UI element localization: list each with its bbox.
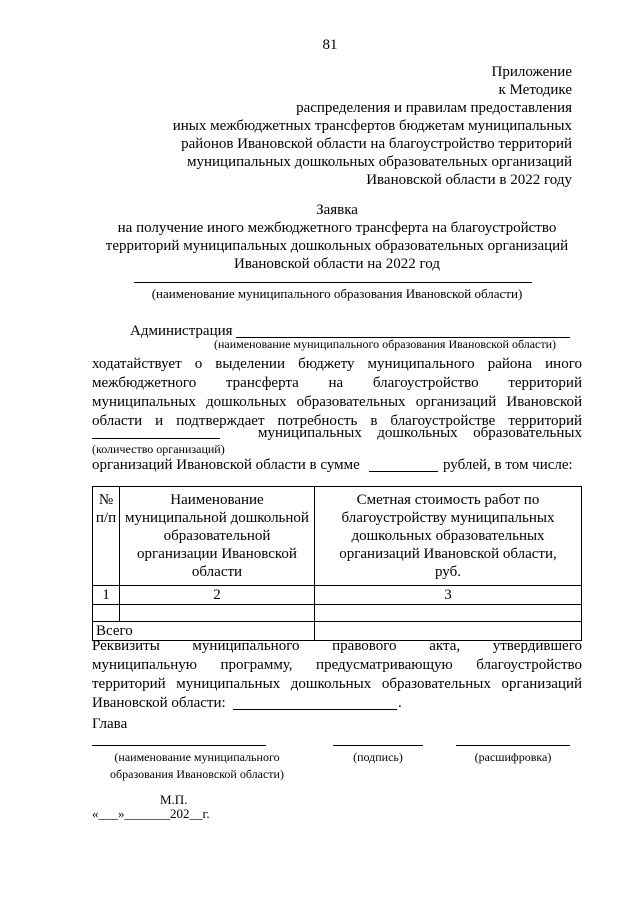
col-number: 1 bbox=[93, 586, 120, 605]
org-count-line[interactable] bbox=[92, 438, 220, 439]
appendix-line: районов Ивановской области на благоустройство территорий bbox=[181, 136, 572, 152]
body-line: ходатайствует о выделении бюджету муниципального района иного bbox=[92, 356, 582, 372]
page-number: 81 bbox=[322, 37, 338, 53]
appendix-line: иных межбюджетных трансфертов бюджетам муниципальных bbox=[172, 118, 572, 134]
requisites-line: территорий муниципальных дошкольных образовательных организаций bbox=[92, 676, 582, 692]
body-line: области и подтверждает потребность в благоустройстве территорий bbox=[92, 413, 582, 429]
admin-label: Администрация bbox=[130, 323, 233, 339]
body-line: муниципальных дошкольных образовательных организаций Ивановской bbox=[92, 394, 582, 410]
requisites-line: муниципальную программу, предусматривающую благоустройство bbox=[92, 657, 582, 673]
appendix-line: Ивановской области в 2022 году bbox=[366, 172, 572, 188]
appendix-line: муниципальных дошкольных образовательных организаций bbox=[187, 154, 572, 170]
requisites-input-line[interactable] bbox=[233, 709, 397, 710]
total-label: Всего bbox=[93, 622, 315, 641]
stamp-label: М.П. bbox=[160, 792, 188, 807]
name-line[interactable] bbox=[92, 745, 266, 746]
municipality-line[interactable] bbox=[134, 282, 532, 283]
sum-line[interactable] bbox=[369, 471, 438, 472]
header-organization: Наименование муниципальной дошкольной образовательной организации Ивановской области bbox=[120, 487, 315, 586]
decoding-line[interactable] bbox=[456, 745, 570, 746]
table-cell[interactable] bbox=[315, 605, 582, 622]
table-row[interactable] bbox=[93, 605, 582, 622]
body-line: межбюджетного трансферта на благоустройство территорий bbox=[92, 375, 582, 391]
municipality-caption: (наименование муниципального образования Ивановской области) bbox=[151, 286, 523, 301]
col-number: 3 bbox=[315, 586, 582, 605]
sum-suffix: рублей, в том числе: bbox=[443, 457, 573, 473]
requisites-line: Реквизиты муниципального правового акта, утвердившего bbox=[92, 638, 582, 654]
table-cell[interactable] bbox=[120, 605, 315, 622]
table-cell[interactable] bbox=[93, 605, 120, 622]
header-number: № п/п bbox=[93, 487, 120, 586]
table-row bbox=[93, 586, 582, 605]
appendix-line: к Методике bbox=[498, 82, 572, 98]
date-template: «___»_______202__г. bbox=[92, 806, 210, 821]
name-caption-line: образования Ивановской области) bbox=[110, 767, 284, 781]
title-line: Ивановской области на 2022 год bbox=[234, 256, 440, 272]
decoding-caption: (расшифровка) bbox=[474, 750, 552, 764]
requisites-last: Ивановской области: bbox=[92, 695, 226, 711]
head-label: Глава bbox=[92, 716, 128, 732]
header-cost: Сметная стоимость работ по благоустройству муниципальных дошкольных образовательных организаций Ивановской области, руб. bbox=[315, 487, 582, 586]
signature-caption: (подпись) bbox=[353, 750, 403, 764]
requisites-period: . bbox=[398, 695, 402, 711]
org-count-tail: муниципальных дошкольных образовательных bbox=[258, 425, 582, 441]
sum-prefix: организаций Ивановской области в сумме bbox=[92, 457, 360, 473]
appendix-line: Приложение bbox=[491, 64, 572, 80]
admin-caption: (наименование муниципального образования Ивановской области) bbox=[214, 337, 557, 351]
signature-line[interactable] bbox=[333, 745, 423, 746]
title-line: на получение иного межбюджетного трансферта на благоустройство bbox=[117, 220, 557, 236]
title-heading: Заявка bbox=[316, 202, 358, 218]
appendix-line: распределения и правилам предоставления bbox=[296, 100, 572, 116]
title-line: территорий муниципальных дошкольных образовательных организаций bbox=[105, 238, 569, 254]
col-number: 2 bbox=[120, 586, 315, 605]
name-caption-line: (наименование муниципального bbox=[114, 750, 280, 764]
transfer-table bbox=[92, 486, 582, 641]
table-header-row bbox=[93, 487, 582, 586]
org-count-caption: (количество организаций) bbox=[92, 442, 225, 456]
name-caption bbox=[92, 750, 302, 782]
